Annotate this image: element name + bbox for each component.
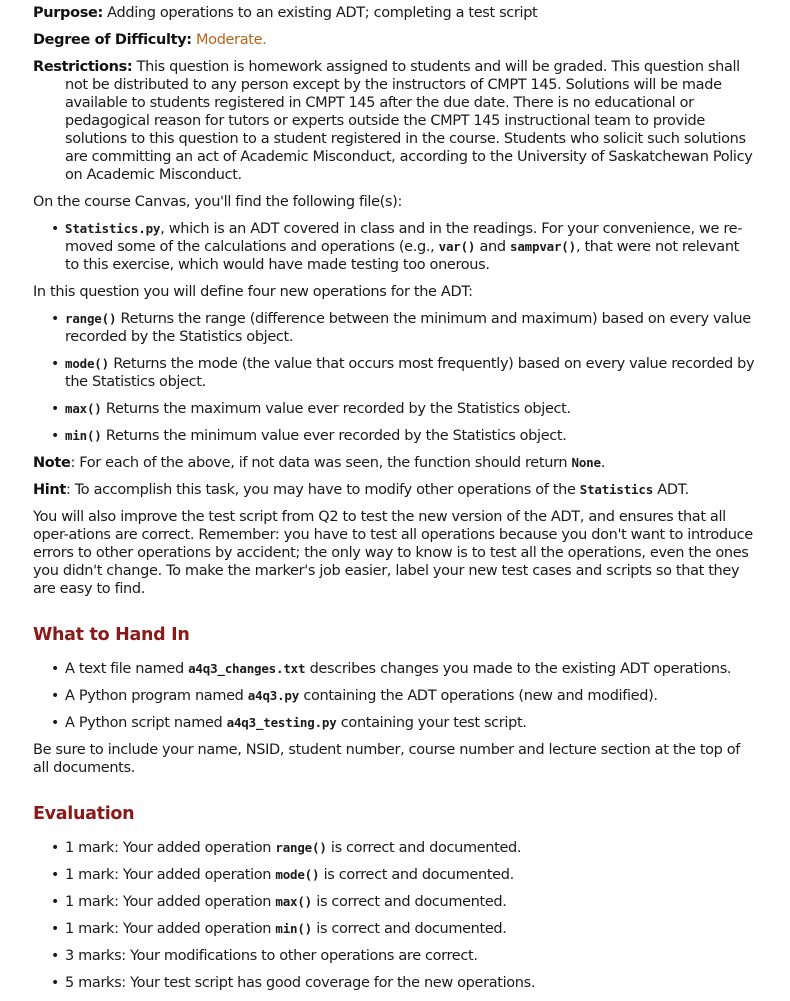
bullet-icon: •: [51, 975, 59, 991]
note-text: : For each of the above, if not data was seen, the function should return: [70, 455, 572, 471]
eval-post: is correct and documented.: [312, 894, 507, 910]
bullet-icon: •: [51, 715, 59, 731]
list-item: [33, 839, 757, 857]
evaluation-heading: Evaluation: [33, 804, 135, 824]
bullet-icon: •: [51, 894, 59, 910]
op-code: min(): [65, 428, 102, 443]
bullet-icon: •: [51, 428, 59, 444]
hint-end: ADT.: [653, 482, 689, 498]
purpose-label: Purpose:: [33, 5, 103, 21]
op-desc: Returns the mode (the value that occurs most frequently) based on every value recorded by the Statistics object.: [65, 356, 755, 390]
eval-code: min(): [275, 921, 313, 936]
file-desc-1: , which is an ADT covered in class and in the readings. For your convenience, we re-moved some of the calculations and operations (e.g.,: [65, 221, 743, 255]
eval-pre: 1 mark: Your added operation: [65, 921, 276, 937]
note-label: Note: [33, 455, 71, 471]
difficulty-label: Degree of Difficulty:: [33, 32, 192, 48]
list-item: [33, 866, 757, 884]
file-name: Statistics.py: [65, 221, 161, 236]
list-item: [33, 400, 757, 418]
handin-pre: A Python script named: [65, 715, 227, 731]
list-item: [33, 355, 757, 391]
list-item: [33, 947, 757, 965]
list-item: [33, 660, 757, 678]
difficulty-line: [33, 31, 757, 49]
op-desc: Returns the range (difference between the minimum and maximum) based on every value recorded by the Statistics object.: [65, 311, 751, 345]
hint-label: Hint: [33, 482, 66, 498]
bullet-icon: •: [51, 661, 59, 677]
handin-file: a4q3_changes.txt: [188, 661, 306, 676]
op-desc: Returns the minimum value ever recorded by the Statistics object.: [101, 428, 567, 444]
hint-text: : To accomplish this task, you may have to modify other operations of the: [65, 482, 580, 498]
eval-pre: 5 marks: Your test script has good coverage for the new operations.: [65, 975, 536, 991]
eval-pre: 1 mark: Your added operation: [65, 867, 276, 883]
purpose-text: Adding operations to an existing ADT; completing a test script: [107, 5, 538, 21]
bullet-icon: •: [51, 401, 59, 417]
handin-pre: A text file named: [65, 661, 189, 677]
list-item: [33, 974, 757, 992]
eval-code: max(): [275, 894, 313, 909]
handin-pre: A Python program named: [65, 688, 248, 704]
eval-code: range(): [275, 840, 327, 855]
code-var: var(): [438, 239, 476, 254]
bullet-icon: •: [51, 311, 59, 327]
code-sampvar: sampvar(): [510, 239, 576, 254]
bullet-icon: •: [51, 948, 59, 964]
op-code: max(): [65, 401, 102, 416]
handin-post: containing the ADT operations (new and modified).: [299, 688, 658, 704]
restrictions-label: Restrictions:: [33, 59, 133, 75]
restrictions-text: This question is homework assigned to students and will be graded. This question shall not be distributed to any person except by the instructors of CMPT 145. Solutions will be made available to students registered in CMPT 145 after the due date. There is no educational or pedagogical reason for tutors or experts outside the CMPT 145 instructional team to provide solutions to this question to a student registered in the course. Students who solicit such solutions are committing an act of Academic Misconduct, according to the University of Saskatchewan Policy on Academic Misconduct.: [65, 59, 753, 183]
eval-code: mode(): [275, 867, 320, 882]
hint-line: [33, 481, 757, 499]
handin-file: a4q3.py: [247, 688, 300, 703]
eval-post: is correct and documented.: [312, 921, 507, 937]
eval-pre: 1 mark: Your added operation: [65, 894, 276, 910]
note-line: [33, 454, 757, 472]
list-item: [33, 427, 757, 445]
list-item: [33, 893, 757, 911]
purpose-line: [33, 4, 757, 22]
bullet-icon: •: [51, 688, 59, 704]
improve-paragraph: You will also improve the test script from Q2 to test the new version of the ADT, and ensures that all oper-ations are correct. Remember: you have to test all operations because you don't want to introduce errors to other operations by accident; the only way to know is to test all the operations, even the ones you didn't change. To make the marker's job easier, label your new test cases and scripts so that they are easy to find.: [33, 509, 753, 597]
handin-list: [33, 660, 757, 732]
eval-post: is correct and documented.: [319, 867, 514, 883]
assignment-page: [33, 4, 757, 1001]
files-intro: On the course Canvas, you'll find the following file(s):: [33, 194, 403, 210]
list-item: [33, 714, 757, 732]
handin-heading: What to Hand In: [33, 625, 190, 645]
op-desc: Returns the maximum value ever recorded by the Statistics object.: [101, 401, 571, 417]
code-statistics: Statistics: [579, 482, 654, 497]
bullet-icon: •: [51, 356, 59, 372]
restrictions-paragraph: [33, 58, 757, 184]
handin-post: describes changes you made to the existing ADT operations.: [305, 661, 732, 677]
difficulty-value: Moderate.: [196, 32, 267, 48]
list-item: [33, 687, 757, 705]
handin-post: containing your test script.: [336, 715, 527, 731]
bullet-icon: •: [51, 221, 59, 237]
code-none: None: [571, 455, 601, 470]
files-list: [33, 220, 757, 274]
file-desc-2: and: [475, 239, 511, 255]
handin-file: a4q3_testing.py: [226, 715, 337, 730]
list-item: [33, 920, 757, 938]
bullet-icon: •: [51, 840, 59, 856]
ops-list: [33, 310, 757, 445]
file-desc-3: , that were not relevant to this exercise, which would have made testing too onerous.: [65, 239, 739, 273]
list-item: [33, 220, 757, 274]
note-end: .: [600, 455, 606, 471]
eval-pre: 3 marks: Your modifications to other operations are correct.: [65, 948, 478, 964]
evaluation-list: [33, 839, 757, 992]
ops-intro: In this question you will define four new operations for the ADT:: [33, 284, 473, 300]
eval-post: is correct and documented.: [326, 840, 522, 856]
list-item: [33, 310, 757, 346]
op-code: range(): [65, 311, 117, 326]
eval-pre: 1 mark: Your added operation: [65, 840, 276, 856]
op-code: mode(): [65, 356, 109, 371]
bullet-icon: •: [51, 867, 59, 883]
bullet-icon: •: [51, 921, 59, 937]
handin-footer: Be sure to include your name, NSID, student number, course number and lecture section at the top of all documents.: [33, 742, 741, 776]
